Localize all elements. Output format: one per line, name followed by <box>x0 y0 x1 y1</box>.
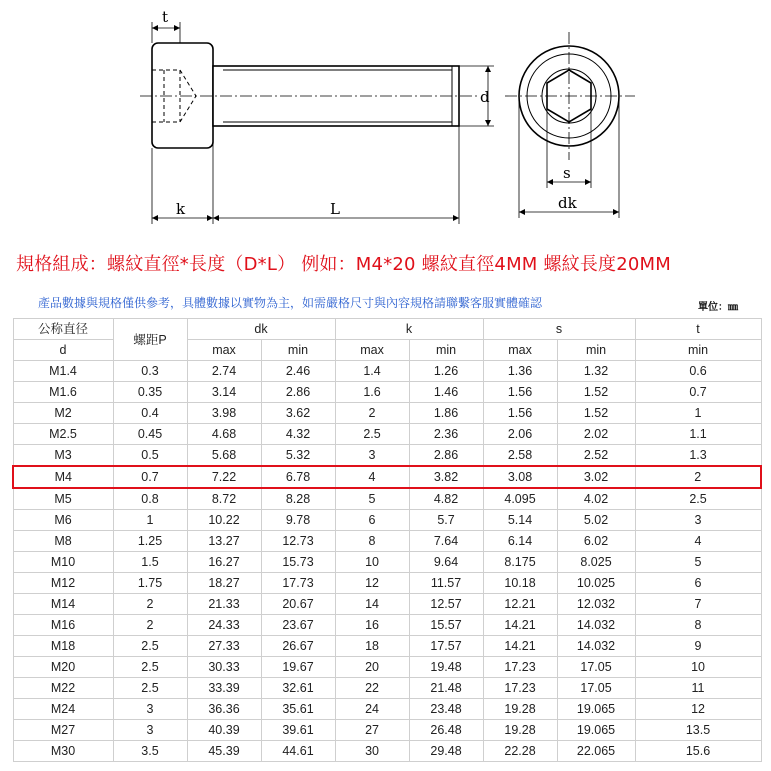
table-cell: 1.52 <box>557 403 635 424</box>
dimension-label-dk: dk <box>558 194 577 212</box>
table-cell: 4 <box>635 531 761 552</box>
table-cell: 0.35 <box>113 382 187 403</box>
table-row <box>13 488 761 510</box>
table-cell: 2.06 <box>483 424 557 445</box>
table-cell: M16 <box>13 615 113 636</box>
table-cell: 39.61 <box>261 720 335 741</box>
table-cell: 2.5 <box>113 636 187 657</box>
table-cell: 4.02 <box>557 488 635 510</box>
table-cell: 12.21 <box>483 594 557 615</box>
table-cell: 3.14 <box>187 382 261 403</box>
table-cell: 20.67 <box>261 594 335 615</box>
table-cell: 1.36 <box>483 361 557 382</box>
table-cell: 15.73 <box>261 552 335 573</box>
table-cell: 4 <box>335 466 409 488</box>
table-cell: 3.62 <box>261 403 335 424</box>
table-cell: 3 <box>635 510 761 531</box>
table-cell: 22 <box>335 678 409 699</box>
table-cell: 8.28 <box>261 488 335 510</box>
table-cell: 16 <box>335 615 409 636</box>
table-cell: 15.6 <box>635 741 761 762</box>
table-cell: M12 <box>13 573 113 594</box>
table-cell: 29.48 <box>409 741 483 762</box>
table-cell: 2.5 <box>335 424 409 445</box>
table-cell: 8 <box>635 615 761 636</box>
table-row <box>13 382 761 403</box>
table-cell: 3 <box>113 699 187 720</box>
table-cell: 4.32 <box>261 424 335 445</box>
table-cell: 24 <box>335 699 409 720</box>
dimension-label-L: L <box>330 200 340 218</box>
table-cell: 14.032 <box>557 615 635 636</box>
table-cell: 5.7 <box>409 510 483 531</box>
table-cell: 12.73 <box>261 531 335 552</box>
table-cell: 2 <box>113 615 187 636</box>
table-cell: 2.5 <box>113 657 187 678</box>
data-disclaimer-note: 產品數據與規格僅供參考，具體數據以實物為主，如需嚴格尺寸與內容規格請聯繫客服實體確認 <box>38 296 543 310</box>
table-cell: 18 <box>335 636 409 657</box>
table-cell: 8 <box>335 531 409 552</box>
table-cell: 2 <box>113 594 187 615</box>
table-cell: 9.64 <box>409 552 483 573</box>
table-cell: 1 <box>113 510 187 531</box>
table-cell: 1.26 <box>409 361 483 382</box>
table-cell: 7.22 <box>187 466 261 488</box>
table-cell: M1.6 <box>13 382 113 403</box>
table-cell: 5 <box>635 552 761 573</box>
table-cell: M22 <box>13 678 113 699</box>
header-dk-max: max <box>187 340 261 361</box>
table-cell: 17.73 <box>261 573 335 594</box>
table-cell: 10.22 <box>187 510 261 531</box>
table-row <box>13 741 761 762</box>
table-cell: 6.02 <box>557 531 635 552</box>
table-cell: 10.18 <box>483 573 557 594</box>
table-row <box>13 657 761 678</box>
table-cell: 14.21 <box>483 615 557 636</box>
header-t-min: min <box>635 340 761 361</box>
table-cell: 1.4 <box>335 361 409 382</box>
table-cell: 4.095 <box>483 488 557 510</box>
table-cell: 0.3 <box>113 361 187 382</box>
table-row <box>13 361 761 382</box>
table-cell: 1.56 <box>483 403 557 424</box>
table-cell: 0.4 <box>113 403 187 424</box>
table-cell: 8.175 <box>483 552 557 573</box>
table-cell: M14 <box>13 594 113 615</box>
table-cell: 8.72 <box>187 488 261 510</box>
table-cell: 0.45 <box>113 424 187 445</box>
table-cell: 45.39 <box>187 741 261 762</box>
table-cell: 9.78 <box>261 510 335 531</box>
table-cell: M10 <box>13 552 113 573</box>
table-cell: 27 <box>335 720 409 741</box>
table-cell: M3 <box>13 445 113 467</box>
header-t: t <box>635 319 761 340</box>
table-cell: 2 <box>635 466 761 488</box>
table-cell: 10 <box>335 552 409 573</box>
header-d: d <box>13 340 113 361</box>
table-cell: 17.05 <box>557 678 635 699</box>
table-row <box>13 552 761 573</box>
table-cell: 0.5 <box>113 445 187 467</box>
table-cell: 3.82 <box>409 466 483 488</box>
table-cell: 3.5 <box>113 741 187 762</box>
table-cell: 33.39 <box>187 678 261 699</box>
table-row <box>13 699 761 720</box>
table-cell: M2.5 <box>13 424 113 445</box>
table-cell: 19.67 <box>261 657 335 678</box>
table-row <box>13 445 761 467</box>
table-cell: 5.14 <box>483 510 557 531</box>
table-cell: 24.33 <box>187 615 261 636</box>
table-cell: 1.86 <box>409 403 483 424</box>
header-s-min: min <box>557 340 635 361</box>
table-cell: 2.86 <box>261 382 335 403</box>
table-cell: 12.032 <box>557 594 635 615</box>
header-s-max: max <box>483 340 557 361</box>
header-k: k <box>335 319 483 340</box>
table-cell: 15.57 <box>409 615 483 636</box>
header-k-min: min <box>409 340 483 361</box>
table-cell: 19.065 <box>557 720 635 741</box>
table-cell: 2.36 <box>409 424 483 445</box>
table-cell: 3.02 <box>557 466 635 488</box>
dimension-label-k: k <box>176 200 186 218</box>
header-s: s <box>483 319 635 340</box>
table-cell: 7.64 <box>409 531 483 552</box>
spec-format-description: 規格組成：螺紋直徑*長度（D*L） 例如：M4*20 螺紋直徑4MM 螺紋長度20MM <box>16 254 672 275</box>
table-cell: 10.025 <box>557 573 635 594</box>
table-cell: 16.27 <box>187 552 261 573</box>
table-cell: 8.025 <box>557 552 635 573</box>
dimension-label-d: d <box>480 88 490 106</box>
table-cell: 2.52 <box>557 445 635 467</box>
table-cell: 19.28 <box>483 699 557 720</box>
table-cell: 40.39 <box>187 720 261 741</box>
table-cell: 35.61 <box>261 699 335 720</box>
table-cell: 2.02 <box>557 424 635 445</box>
table-cell: 7 <box>635 594 761 615</box>
table-cell: 2.46 <box>261 361 335 382</box>
table-cell: 27.33 <box>187 636 261 657</box>
table-cell: 6.78 <box>261 466 335 488</box>
screw-head-outline <box>152 43 213 148</box>
table-cell: 18.27 <box>187 573 261 594</box>
table-row <box>13 403 761 424</box>
table-cell: 26.48 <box>409 720 483 741</box>
table-row <box>13 466 761 488</box>
table-cell: 14 <box>335 594 409 615</box>
table-cell: 19.48 <box>409 657 483 678</box>
table-row <box>13 636 761 657</box>
table-cell: 23.48 <box>409 699 483 720</box>
table-cell: M5 <box>13 488 113 510</box>
table-cell: 2.86 <box>409 445 483 467</box>
table-cell: 2.5 <box>113 678 187 699</box>
table-cell: 3 <box>335 445 409 467</box>
table-cell: 3.98 <box>187 403 261 424</box>
table-cell: 5 <box>335 488 409 510</box>
table-cell: 2 <box>335 403 409 424</box>
table-cell: 19.28 <box>483 720 557 741</box>
table-cell: 4.82 <box>409 488 483 510</box>
table-cell: M2 <box>13 403 113 424</box>
table-cell: 1.56 <box>483 382 557 403</box>
dimension-label-s: s <box>563 164 571 182</box>
table-cell: 30 <box>335 741 409 762</box>
table-cell: 2.58 <box>483 445 557 467</box>
table-cell: 13.5 <box>635 720 761 741</box>
table-cell: 9 <box>635 636 761 657</box>
table-cell: M1.4 <box>13 361 113 382</box>
table-cell: 1.52 <box>557 382 635 403</box>
table-cell: 11.57 <box>409 573 483 594</box>
screw-spec-table <box>12 318 762 762</box>
table-cell: 6 <box>635 573 761 594</box>
table-cell: 1.46 <box>409 382 483 403</box>
table-cell: 17.23 <box>483 657 557 678</box>
spec-table-body <box>13 361 761 762</box>
table-cell: 12 <box>335 573 409 594</box>
table-cell: 6.14 <box>483 531 557 552</box>
table-cell: 5.68 <box>187 445 261 467</box>
table-cell: 19.065 <box>557 699 635 720</box>
table-cell: 17.23 <box>483 678 557 699</box>
table-cell: 1.3 <box>635 445 761 467</box>
header-dk-min: min <box>261 340 335 361</box>
table-cell: 17.57 <box>409 636 483 657</box>
table-row <box>13 510 761 531</box>
table-cell: 0.7 <box>113 466 187 488</box>
table-cell: 10 <box>635 657 761 678</box>
table-cell: 21.33 <box>187 594 261 615</box>
dimension-label-t: t <box>162 8 169 26</box>
table-cell: 4.68 <box>187 424 261 445</box>
table-cell: M30 <box>13 741 113 762</box>
table-cell: M18 <box>13 636 113 657</box>
table-cell: 5.02 <box>557 510 635 531</box>
table-cell: 12 <box>635 699 761 720</box>
table-row <box>13 678 761 699</box>
table-row <box>13 594 761 615</box>
table-row <box>13 531 761 552</box>
table-cell: 30.33 <box>187 657 261 678</box>
unit-label: 單位：㎜ <box>698 302 738 313</box>
table-row <box>13 424 761 445</box>
table-cell: 1.75 <box>113 573 187 594</box>
table-cell: 44.61 <box>261 741 335 762</box>
table-cell: 23.67 <box>261 615 335 636</box>
table-cell: 0.7 <box>635 382 761 403</box>
table-cell: 2.74 <box>187 361 261 382</box>
table-cell: 11 <box>635 678 761 699</box>
table-cell: 13.27 <box>187 531 261 552</box>
table-cell: 12.57 <box>409 594 483 615</box>
table-cell: 6 <box>335 510 409 531</box>
table-cell: 2.5 <box>635 488 761 510</box>
table-cell: 32.61 <box>261 678 335 699</box>
table-cell: 1 <box>635 403 761 424</box>
table-cell: 3.08 <box>483 466 557 488</box>
table-cell: M6 <box>13 510 113 531</box>
table-row <box>13 615 761 636</box>
table-cell: M8 <box>13 531 113 552</box>
table-cell: 36.36 <box>187 699 261 720</box>
table-cell: 1.1 <box>635 424 761 445</box>
table-cell: 26.67 <box>261 636 335 657</box>
table-cell: M24 <box>13 699 113 720</box>
table-cell: 0.6 <box>635 361 761 382</box>
table-cell: 14.21 <box>483 636 557 657</box>
table-cell: 3 <box>113 720 187 741</box>
table-cell: 1.5 <box>113 552 187 573</box>
table-cell: 17.05 <box>557 657 635 678</box>
table-cell: M4 <box>13 466 113 488</box>
table-cell: 5.32 <box>261 445 335 467</box>
header-nominal-diameter: 公称直径 <box>13 319 113 340</box>
table-cell: 1.25 <box>113 531 187 552</box>
table-row <box>13 720 761 741</box>
table-row <box>13 573 761 594</box>
table-cell: 14.032 <box>557 636 635 657</box>
table-cell: M20 <box>13 657 113 678</box>
header-dk: dk <box>187 319 335 340</box>
table-cell: 0.8 <box>113 488 187 510</box>
table-cell: 1.6 <box>335 382 409 403</box>
header-k-max: max <box>335 340 409 361</box>
table-cell: M27 <box>13 720 113 741</box>
table-cell: 20 <box>335 657 409 678</box>
screw-technical-drawing <box>0 0 771 240</box>
table-cell: 22.28 <box>483 741 557 762</box>
table-cell: 21.48 <box>409 678 483 699</box>
table-cell: 22.065 <box>557 741 635 762</box>
header-pitch: 螺距P <box>113 319 187 361</box>
table-cell: 1.32 <box>557 361 635 382</box>
